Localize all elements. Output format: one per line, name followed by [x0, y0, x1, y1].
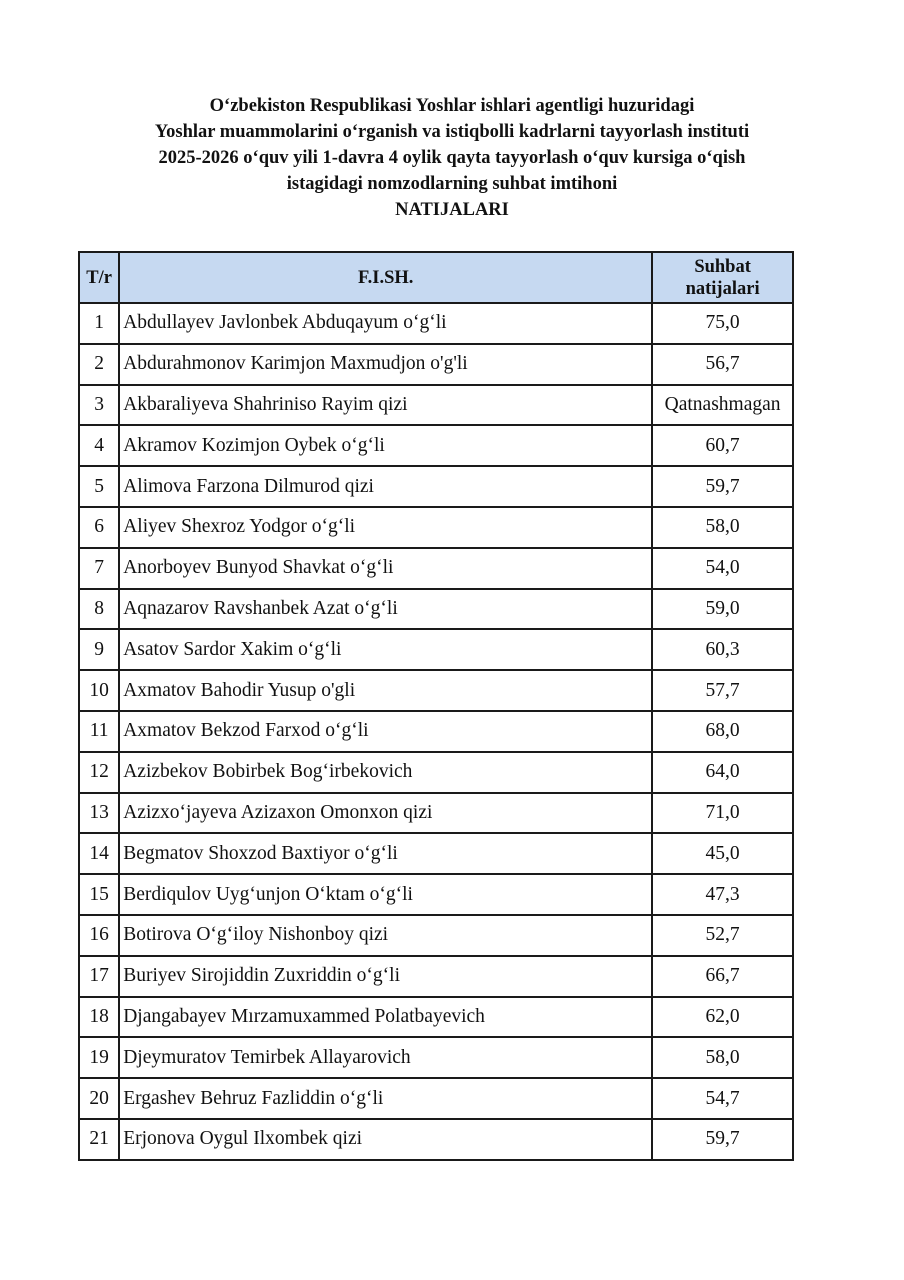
row-name: Alimova Farzona Dilmurod qizi	[119, 466, 652, 507]
row-name: Azizbekov Bobirbek Bog‘irbekovich	[119, 752, 652, 793]
table-row	[79, 997, 793, 1038]
row-name: Berdiqulov Uyg‘unjon O‘ktam o‘g‘li	[119, 874, 652, 915]
row-name: Djangabayev Mırzamuxammed Polatbayevich	[119, 997, 652, 1038]
row-score: 45,0	[652, 833, 793, 874]
row-score: 59,0	[652, 589, 793, 630]
row-score: 57,7	[652, 670, 793, 711]
table-row	[79, 752, 793, 793]
row-score: 60,7	[652, 425, 793, 466]
row-number: 3	[79, 385, 119, 426]
column-header-score-line2: natijalari	[685, 278, 760, 299]
row-score: 54,7	[652, 1078, 793, 1119]
table-row	[79, 303, 793, 344]
row-number: 8	[79, 589, 119, 630]
row-number: 14	[79, 833, 119, 874]
table-row	[79, 629, 793, 670]
title-line-1: O‘zbekiston Respublikasi Yoshlar ishlari agentligi huzuridagi	[209, 96, 695, 116]
row-name: Abdullayev Javlonbek Abduqayum o‘g‘li	[119, 303, 652, 344]
row-score: 62,0	[652, 997, 793, 1038]
column-header-name: F.I.SH.	[119, 252, 652, 303]
column-header-score	[652, 252, 793, 303]
row-score: 54,0	[652, 548, 793, 589]
row-name: Djeymuratov Temirbek Allayarovich	[119, 1037, 652, 1078]
table-row	[79, 1119, 793, 1160]
row-name: Abdurahmonov Karimjon Maxmudjon o'g'li	[119, 344, 652, 385]
table-row	[79, 833, 793, 874]
title-line-5: NATIJALARI	[395, 200, 509, 220]
row-number: 19	[79, 1037, 119, 1078]
row-name: Aqnazarov Ravshanbek Azat o‘g‘li	[119, 589, 652, 630]
row-score: 59,7	[652, 1119, 793, 1160]
table-row	[79, 466, 793, 507]
row-score: 64,0	[652, 752, 793, 793]
row-score: 66,7	[652, 956, 793, 997]
row-number: 21	[79, 1119, 119, 1160]
row-name: Akramov Kozimjon Oybek o‘g‘li	[119, 425, 652, 466]
row-score: 59,7	[652, 466, 793, 507]
table-row	[79, 711, 793, 752]
row-score: 56,7	[652, 344, 793, 385]
row-number: 6	[79, 507, 119, 548]
row-name: Akbaraliyeva Shahriniso Rayim qizi	[119, 385, 652, 426]
row-number: 7	[79, 548, 119, 589]
header-row	[79, 252, 793, 303]
title-line-4: istagidagi nomzodlarning suhbat imtihoni	[286, 174, 618, 194]
row-number: 11	[79, 711, 119, 752]
row-number: 17	[79, 956, 119, 997]
row-name: Azizxo‘jayeva Azizaxon Omonxon qizi	[119, 793, 652, 834]
table-row	[79, 956, 793, 997]
row-name: Begmatov Shoxzod Baxtiyor o‘g‘li	[119, 833, 652, 874]
column-header-number: T/r	[79, 252, 119, 303]
results-table	[78, 251, 794, 1161]
row-number: 2	[79, 344, 119, 385]
table-row	[79, 1037, 793, 1078]
table-row	[79, 425, 793, 466]
row-score: 52,7	[652, 915, 793, 956]
column-header-score-line1: Suhbat	[694, 256, 751, 277]
row-number: 20	[79, 1078, 119, 1119]
row-name: Botirova O‘g‘iloy Nishonboy qizi	[119, 915, 652, 956]
row-number: 13	[79, 793, 119, 834]
row-name: Anorboyev Bunyod Shavkat o‘g‘li	[119, 548, 652, 589]
row-number: 15	[79, 874, 119, 915]
row-number: 5	[79, 466, 119, 507]
row-score: 75,0	[652, 303, 793, 344]
table-row	[79, 385, 793, 426]
row-number: 1	[79, 303, 119, 344]
title-line-3: 2025-2026 o‘quv yili 1-davra 4 oylik qayta tayyorlash o‘quv kursiga o‘qish	[158, 148, 746, 168]
table-row	[79, 589, 793, 630]
row-score: 71,0	[652, 793, 793, 834]
row-number: 9	[79, 629, 119, 670]
title-line-2: Yoshlar muammolarini o‘rganish va istiqbolli kadrlarni tayyorlash instituti	[154, 122, 750, 142]
row-score: 58,0	[652, 1037, 793, 1078]
row-score: 60,3	[652, 629, 793, 670]
row-name: Aliyev Shexroz Yodgor o‘g‘li	[119, 507, 652, 548]
row-name: Erjonova Oygul Ilxombek qizi	[119, 1119, 652, 1160]
row-number: 10	[79, 670, 119, 711]
table-row	[79, 874, 793, 915]
table-header	[79, 252, 793, 303]
row-score: 47,3	[652, 874, 793, 915]
row-name: Axmatov Bekzod Farxod o‘g‘li	[119, 711, 652, 752]
row-score: Qatnashmagan	[652, 385, 793, 426]
table-row	[79, 670, 793, 711]
row-name: Asatov Sardor Xakim o‘g‘li	[119, 629, 652, 670]
row-score: 58,0	[652, 507, 793, 548]
row-number: 16	[79, 915, 119, 956]
row-score: 68,0	[652, 711, 793, 752]
row-name: Buriyev Sirojiddin Zuxriddin o‘g‘li	[119, 956, 652, 997]
row-name: Axmatov Bahodir Yusup o'gli	[119, 670, 652, 711]
row-name: Ergashev Behruz Fazliddin o‘g‘li	[119, 1078, 652, 1119]
row-number: 4	[79, 425, 119, 466]
table-row	[79, 915, 793, 956]
table-row	[79, 793, 793, 834]
table-row	[79, 548, 793, 589]
row-number: 12	[79, 752, 119, 793]
document-title	[0, 93, 904, 223]
table-body	[79, 303, 793, 1160]
table-row	[79, 507, 793, 548]
row-number: 18	[79, 997, 119, 1038]
table-row	[79, 1078, 793, 1119]
table-row	[79, 344, 793, 385]
